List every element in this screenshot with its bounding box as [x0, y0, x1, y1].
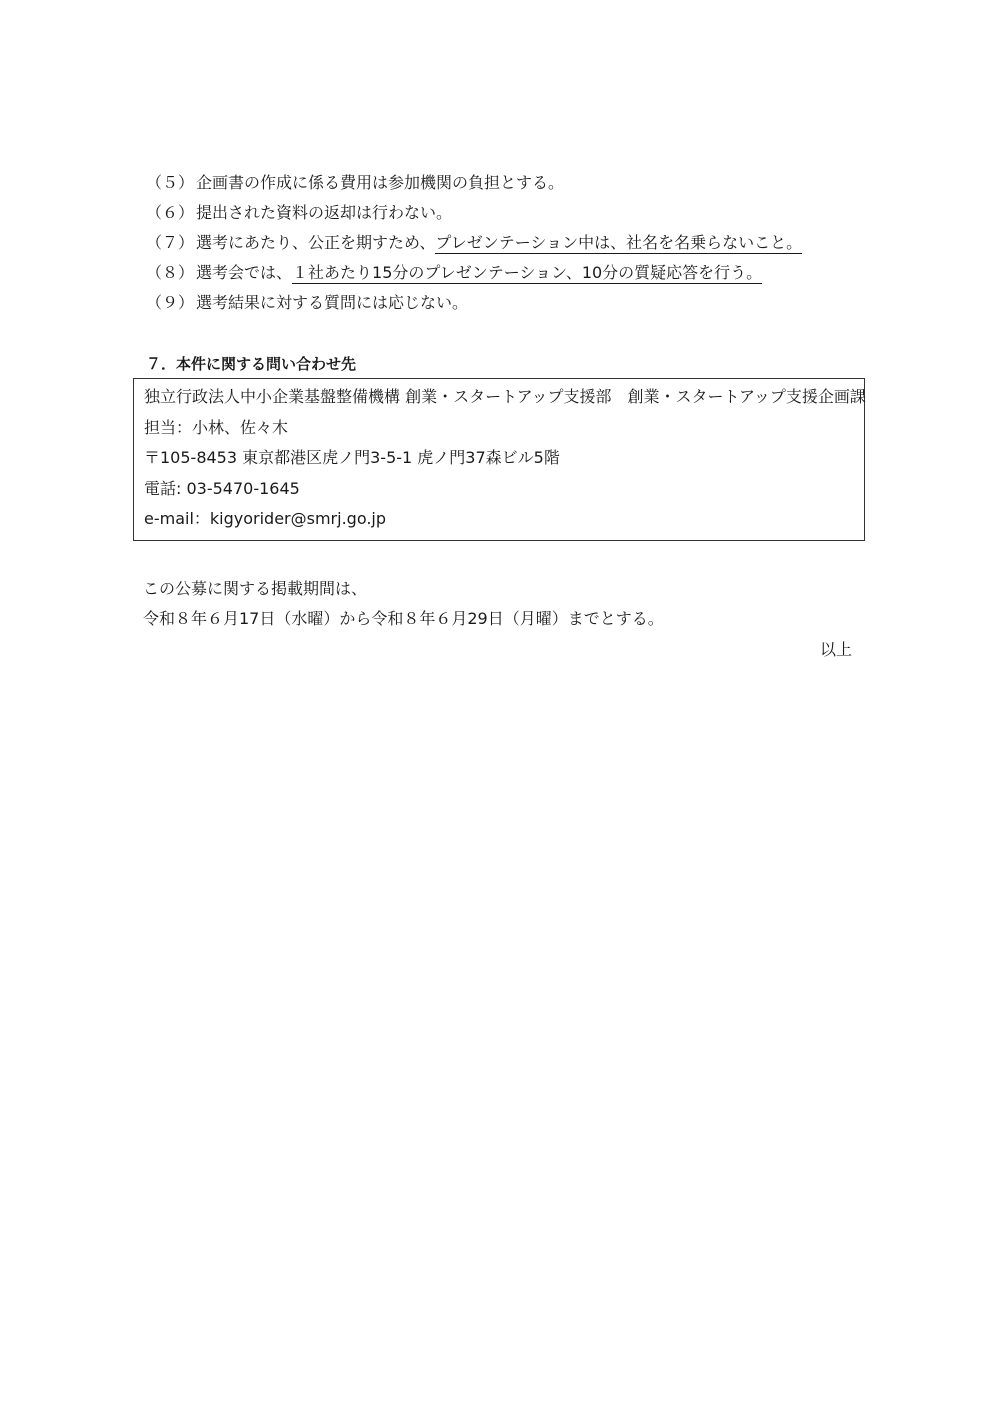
closing-mark: 以上: [820, 640, 853, 659]
item-text: 提出された資料の返却は行わない。: [196, 203, 453, 222]
item-text: 企画書の作成に係る費用は参加機関の負担とする。: [196, 173, 565, 192]
contact-email: e-mail：kigyorider@smrj.go.jp: [144, 509, 387, 528]
section-heading: ７．本件に関する問い合わせ先: [146, 355, 357, 373]
item-number: （５）: [146, 173, 195, 192]
contact-address: 〒105-8453 東京都港区虎ノ門3-5-1 虎ノ門37森ビル5階: [144, 448, 560, 467]
notice-line: 令和８年６月17日（水曜）から令和８年６月29日（月曜）までとする。: [143, 609, 664, 628]
item-underlined-text: １社あたり15分のプレゼンテーション、10分の質疑応答を行う。: [292, 263, 763, 282]
contact-phone: 電話: 03-5470-1645: [144, 478, 300, 498]
item-number: （７）: [146, 233, 195, 252]
list-item: [146, 202, 866, 232]
contact-person: 担当：小林、佐々木: [144, 417, 289, 437]
list-item: [146, 262, 866, 292]
item-number: （６）: [146, 203, 195, 222]
contact-box: [133, 378, 865, 541]
posting-period-notice: [143, 578, 863, 638]
item-underlined-text: プレゼンテーション中は、社名を名乗らないこと。: [435, 233, 803, 252]
item-text: 選考会では、: [196, 263, 293, 282]
list-item: [146, 232, 866, 262]
notice-line: この公募に関する掲載期間は、: [143, 579, 368, 598]
item-number: （９）: [146, 293, 195, 312]
item-number: （８）: [146, 263, 195, 282]
terms-list: [146, 172, 866, 322]
contact-organization: 独立行政法人中小企業基盤整備機構 創業・スタートアップ支援部 創業・スタートアップ支援企画課: [144, 387, 866, 406]
item-text: 選考結果に対する質問には応じない。: [196, 293, 469, 312]
list-item: [146, 292, 866, 322]
item-text: 選考にあたり、公正を期すため、: [196, 233, 436, 252]
list-item: [146, 172, 866, 202]
